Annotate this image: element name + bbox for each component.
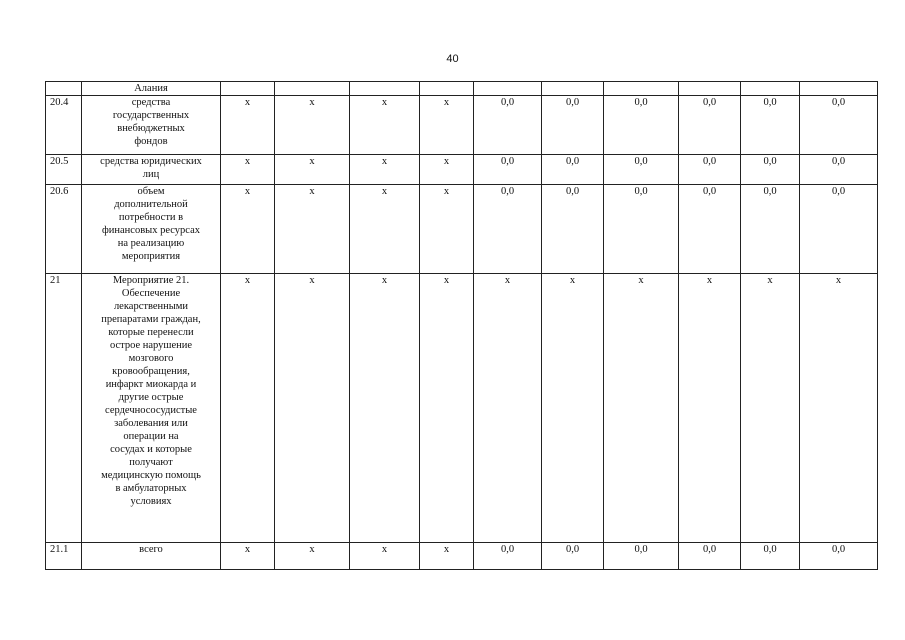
- value-cell: х: [420, 96, 474, 155]
- table-body: [46, 82, 878, 570]
- value-cell: х: [800, 274, 878, 543]
- value-cell: 0,0: [679, 155, 741, 185]
- row-number-cell: 20.5: [46, 155, 82, 185]
- row-number-cell: 20.6: [46, 185, 82, 274]
- value-cell: 0,0: [474, 185, 542, 274]
- budget-table: [45, 81, 878, 570]
- value-cell: 0,0: [800, 155, 878, 185]
- value-cell: 0,0: [604, 155, 679, 185]
- value-cell: [741, 82, 800, 96]
- value-cell: [275, 82, 350, 96]
- value-cell: 0,0: [679, 543, 741, 570]
- value-cell: х: [275, 274, 350, 543]
- value-cell: 0,0: [741, 96, 800, 155]
- row-description-cell: [82, 82, 221, 96]
- value-cell: х: [221, 96, 275, 155]
- value-cell: 0,0: [474, 155, 542, 185]
- value-cell: х: [350, 185, 420, 274]
- value-cell: х: [604, 274, 679, 543]
- table-row: [46, 155, 878, 185]
- row-description-cell: [82, 274, 221, 543]
- value-cell: [420, 82, 474, 96]
- value-cell: 0,0: [604, 185, 679, 274]
- value-cell: х: [420, 543, 474, 570]
- value-cell: х: [350, 274, 420, 543]
- value-cell: х: [275, 155, 350, 185]
- value-cell: 0,0: [741, 543, 800, 570]
- row-description-cell: [82, 155, 221, 185]
- value-cell: [350, 82, 420, 96]
- row-number-cell: 21: [46, 274, 82, 543]
- value-cell: х: [542, 274, 604, 543]
- row-description-text: средства юридических лиц: [100, 156, 202, 180]
- value-cell: х: [275, 185, 350, 274]
- table-row: [46, 185, 878, 274]
- value-cell: 0,0: [542, 155, 604, 185]
- value-cell: 0,0: [800, 96, 878, 155]
- value-cell: [800, 82, 878, 96]
- row-description-cell: [82, 543, 221, 570]
- value-cell: [679, 82, 741, 96]
- value-cell: х: [420, 274, 474, 543]
- value-cell: 0,0: [800, 185, 878, 274]
- value-cell: х: [741, 274, 800, 543]
- value-cell: 0,0: [679, 185, 741, 274]
- row-description-text: Мероприятие 21. Обеспечение лекарственными препаратами граждан, которые перенесли острое нарушение мозгового кровообращения, инфаркт миокарда и другие острые сердечнососудистые заболевания или операции на сосудах и которые получают медицинскую помощь в амбулаторных условиях: [101, 275, 201, 507]
- value-cell: [221, 82, 275, 96]
- row-description-cell: [82, 185, 221, 274]
- row-description-cell: [82, 96, 221, 155]
- value-cell: х: [221, 185, 275, 274]
- value-cell: 0,0: [741, 155, 800, 185]
- page-number: 40: [446, 53, 459, 65]
- value-cell: 0,0: [741, 185, 800, 274]
- row-description-text: Алания: [134, 83, 168, 94]
- value-cell: 0,0: [474, 96, 542, 155]
- value-cell: 0,0: [542, 543, 604, 570]
- value-cell: х: [275, 96, 350, 155]
- value-cell: х: [350, 543, 420, 570]
- row-number-cell: 21.1: [46, 543, 82, 570]
- value-cell: [604, 82, 679, 96]
- value-cell: х: [420, 185, 474, 274]
- table-row: [46, 96, 878, 155]
- value-cell: х: [679, 274, 741, 543]
- value-cell: [542, 82, 604, 96]
- row-description-text: средства государственных внебюджетных фондов: [112, 97, 190, 147]
- value-cell: х: [350, 96, 420, 155]
- table-row: [46, 82, 878, 96]
- value-cell: х: [221, 543, 275, 570]
- row-description-text: всего: [139, 544, 163, 555]
- value-cell: х: [275, 543, 350, 570]
- value-cell: х: [474, 274, 542, 543]
- value-cell: х: [221, 155, 275, 185]
- table-row: [46, 274, 878, 543]
- value-cell: 0,0: [679, 96, 741, 155]
- table-row: [46, 543, 878, 570]
- value-cell: 0,0: [542, 96, 604, 155]
- row-number-cell: [46, 82, 82, 96]
- row-description-text: объем дополнительной потребности в финансовых ресурсах на реализацию мероприятия: [101, 186, 200, 262]
- value-cell: 0,0: [604, 543, 679, 570]
- value-cell: 0,0: [542, 185, 604, 274]
- value-cell: 0,0: [604, 96, 679, 155]
- value-cell: х: [420, 155, 474, 185]
- value-cell: [474, 82, 542, 96]
- row-number-cell: 20.4: [46, 96, 82, 155]
- value-cell: 0,0: [474, 543, 542, 570]
- value-cell: х: [350, 155, 420, 185]
- value-cell: 0,0: [800, 543, 878, 570]
- value-cell: х: [221, 274, 275, 543]
